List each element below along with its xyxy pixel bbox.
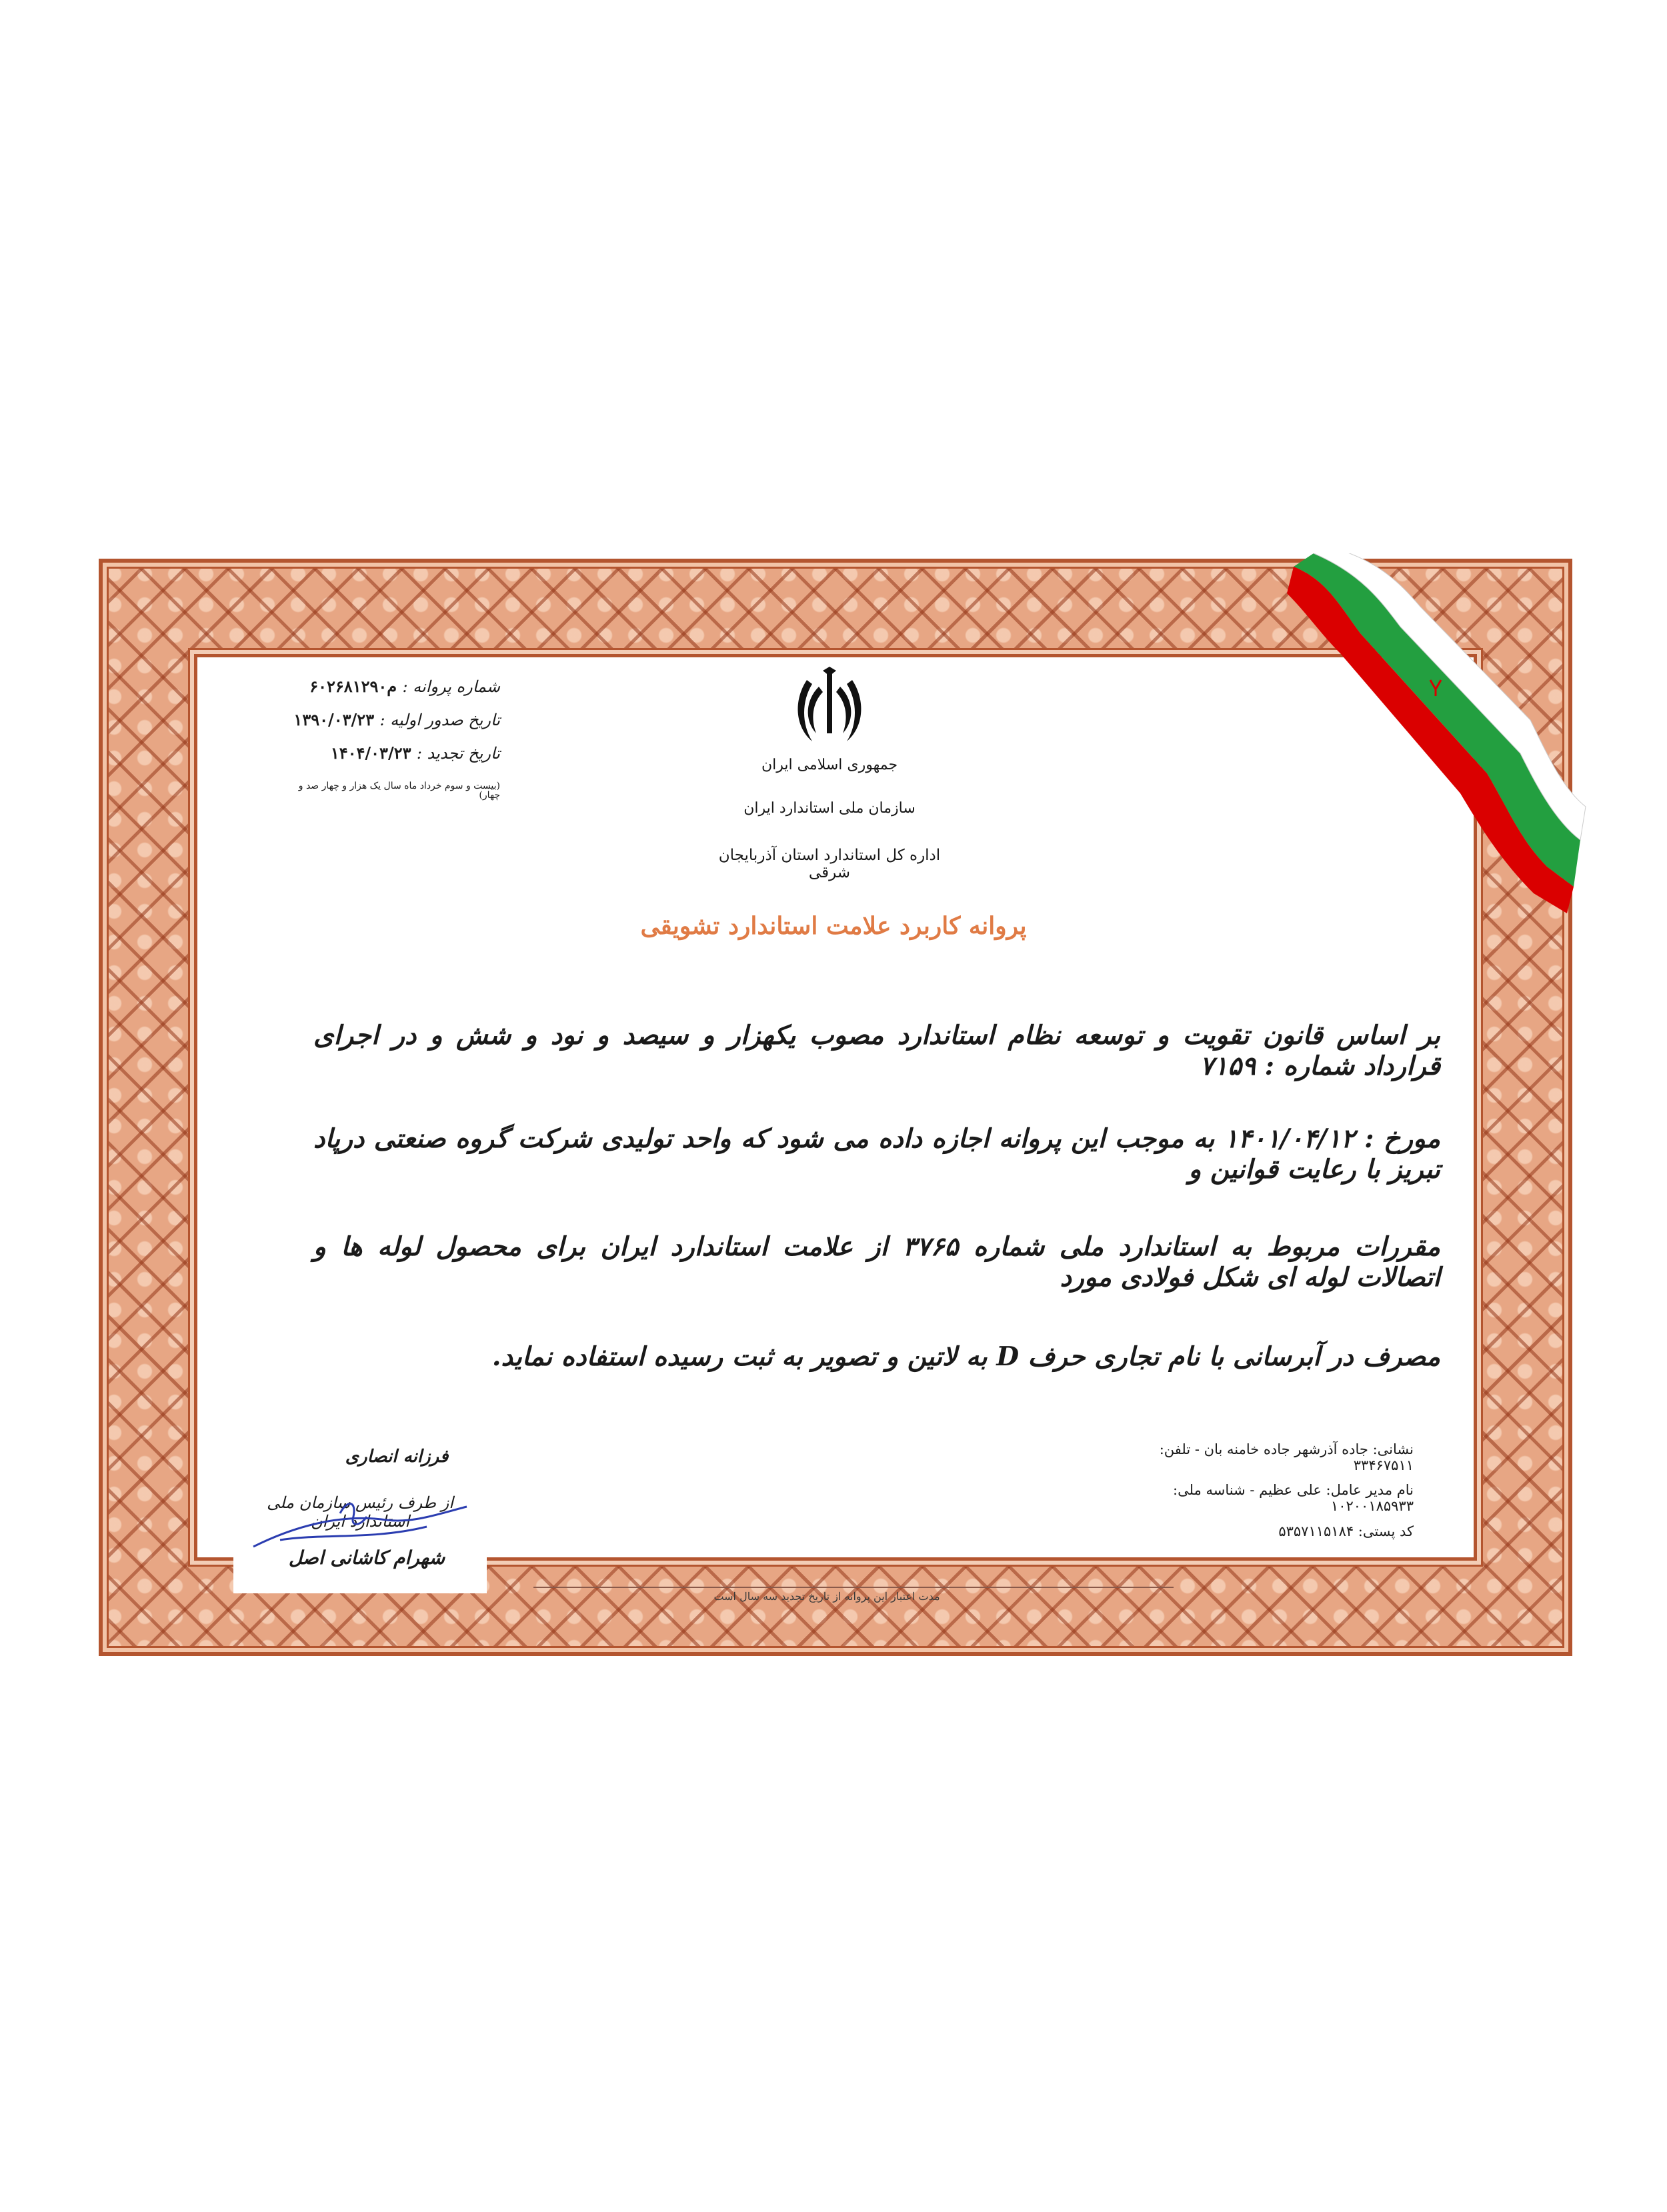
footer-rule xyxy=(533,1587,1174,1588)
renewal-value: ۱۴۰۴/۰۳/۲۳ xyxy=(330,743,411,763)
renewal-date xyxy=(280,745,500,761)
body-line-1: بر اساس قانون تقویت و توسعه نظام استاندارد مصوب یکهزار و سیصد و نود و شش و در اجرای قرارداد شماره : ۷۱۵۹ xyxy=(313,1020,1440,1081)
first-issue-date xyxy=(280,712,500,728)
renewal-label: تاریخ تجدید : xyxy=(416,744,500,763)
company-address: نشانی: جاده آذرشهر جاده خامنه بان - تلفن: ۳۳۴۶۷۵۱۱ xyxy=(1159,1441,1414,1473)
iran-flag-ribbon-icon xyxy=(1267,553,1587,927)
emblem-icon xyxy=(792,667,867,749)
header-organization: سازمان ملی استاندارد ایران xyxy=(743,800,916,817)
certificate-title: پروانه کاربرد علامت استاندارد تشویقی xyxy=(640,912,1027,940)
signatory-role: از طرف رئیس سازمان ملی استاندارد ایران xyxy=(267,1493,453,1531)
signatory-name-top: فرزانه انصاری xyxy=(345,1447,449,1467)
renewal-date-words: (بیست و سوم خرداد ماه سال یک هزار و چهار صد و چهار) xyxy=(298,781,500,801)
validity-note: مدت اعتبار این پروانه از تاریخ تجدید سه سال است xyxy=(713,1590,940,1603)
company-ceo: نام مدیر عامل: علی عظیم - شناسه ملی: ۱۰۲۰۰۱۸۵۹۳۳ xyxy=(1173,1482,1414,1514)
signatory-name-bottom: شهرام کاشانی اصل xyxy=(288,1547,445,1569)
first-issue-value: ۱۳۹۰/۰۳/۲۳ xyxy=(293,710,375,729)
body-line-4: مصرف در آبرسانی با نام تجاری حرف D به لاتین و تصویر به ثبت رسیده استفاده نماید. xyxy=(491,1341,1440,1372)
company-postal-code: کد پستی: ۵۳۵۷۱۱۵۱۸۴ xyxy=(1278,1523,1414,1539)
body-line-2: مورخ : ۱۴۰۱/۰۴/۱۲ به موجب این پروانه اجازه داده می شود که واحد تولیدی شرکت گروه صنعتی درپاد تبریز با رعایت قوانین و xyxy=(313,1123,1440,1185)
first-issue-label: تاریخ صدور اولیه : xyxy=(379,711,500,729)
license-number-value: م۶۰۲۶۸۱۲۹۰ xyxy=(309,677,397,696)
license-number xyxy=(280,679,500,695)
license-number-label: شماره پروانه : xyxy=(402,677,500,696)
header-department: اداره کل استاندارد استان آذربایجان شرقی xyxy=(718,847,941,881)
body-line-3: مقررات مربوط به استاندارد ملی شماره ۳۷۶۵ از علامت استاندارد ایران برای محصول لوله ها و اتصالات لوله ای شکل فولادی مورد xyxy=(313,1231,1441,1293)
header-country: جمهوری اسلامی ایران xyxy=(761,757,898,773)
